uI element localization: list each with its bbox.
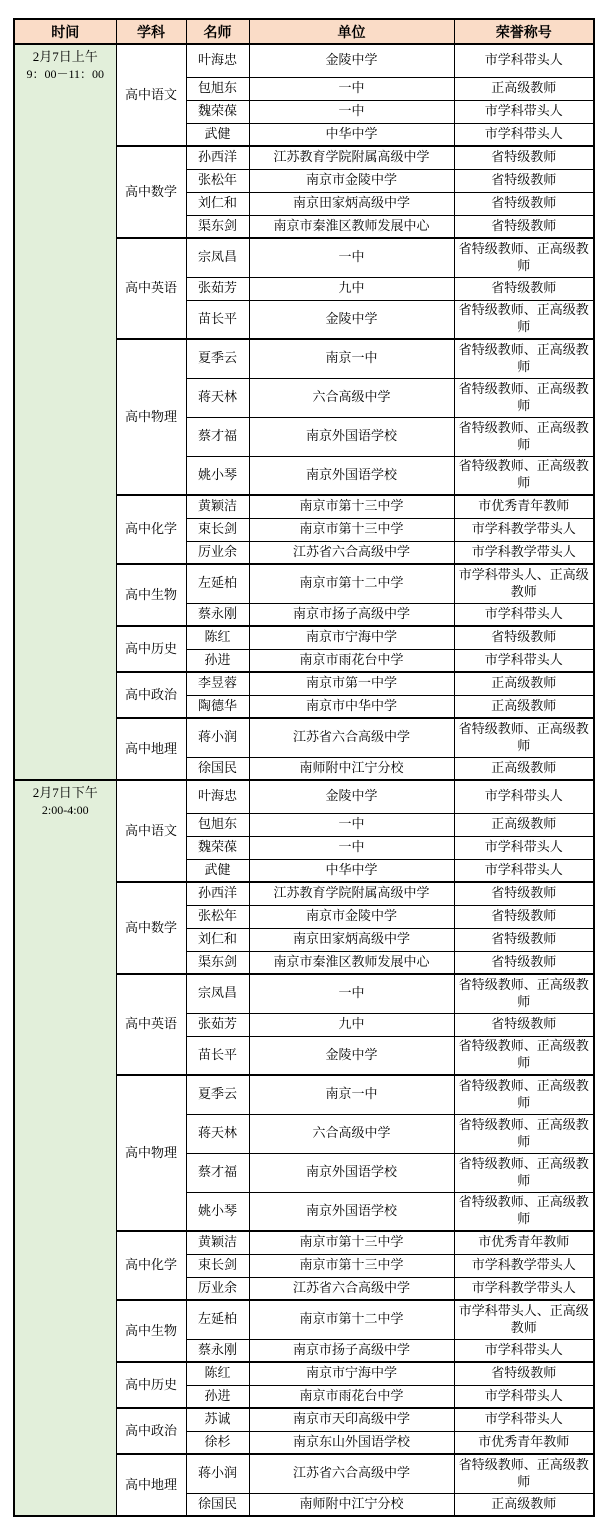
honor-cell: 市学科带头人 <box>454 1408 594 1431</box>
subject-cell: 高中化学 <box>116 1231 186 1300</box>
school-cell: 南京市第一中学 <box>249 672 454 695</box>
honor-cell: 省特级教师、正高级教师 <box>454 1036 594 1075</box>
teacher-name-cell: 姚小琴 <box>186 1192 249 1231</box>
school-cell: 六合高级中学 <box>249 1114 454 1153</box>
subject-cell: 高中语文 <box>116 780 186 882</box>
subject-cell: 高中英语 <box>116 238 186 339</box>
honor-cell: 市优秀青年教师 <box>454 1431 594 1454</box>
school-cell: 南京市第十三中学 <box>249 518 454 541</box>
subject-cell: 高中英语 <box>116 974 186 1075</box>
teacher-name-cell: 左延柏 <box>186 1300 249 1339</box>
teacher-name-cell: 姚小琴 <box>186 456 249 495</box>
teacher-name-cell: 渠东剑 <box>186 951 249 974</box>
subject-cell: 高中历史 <box>116 626 186 672</box>
school-cell: 南京田家炳高级中学 <box>249 928 454 951</box>
teacher-name-cell: 蔡才福 <box>186 1153 249 1192</box>
subject-cell: 高中化学 <box>116 495 186 564</box>
session-date: 2月7日上午 <box>32 49 98 64</box>
school-cell: 南京外国语学校 <box>249 417 454 456</box>
teacher-name-cell: 蔡永刚 <box>186 1339 249 1362</box>
honor-cell: 省特级教师、正高级教师 <box>454 378 594 417</box>
honor-cell: 省特级教师 <box>454 928 594 951</box>
teacher-name-cell: 束长剑 <box>186 518 249 541</box>
honor-cell: 市学科带头人 <box>454 836 594 859</box>
header-row <box>14 19 594 44</box>
honor-cell: 省特级教师 <box>454 146 594 169</box>
school-cell: 江苏教育学院附属高级中学 <box>249 882 454 905</box>
school-cell: 一中 <box>249 836 454 859</box>
honor-cell: 省特级教师、正高级教师 <box>454 1114 594 1153</box>
school-cell: 江苏省六合高级中学 <box>249 1277 454 1300</box>
teacher-name-cell: 宗凤昌 <box>186 974 249 1013</box>
teacher-name-cell: 徐杉 <box>186 1431 249 1454</box>
teacher-name-cell: 叶海忠 <box>186 44 249 77</box>
teacher-name-cell: 夏季云 <box>186 339 249 378</box>
teacher-name-cell: 蒋天林 <box>186 1114 249 1153</box>
teacher-name-cell: 厉业余 <box>186 1277 249 1300</box>
subject-cell: 高中政治 <box>116 672 186 718</box>
honor-cell: 市学科带头人 <box>454 649 594 672</box>
school-cell: 南京市第十二中学 <box>249 564 454 603</box>
teacher-name-cell: 渠东剑 <box>186 215 249 238</box>
teacher-name-cell: 叶海忠 <box>186 780 249 813</box>
school-cell: 南京外国语学校 <box>249 1153 454 1192</box>
honor-cell: 市学科带头人、正高级教师 <box>454 564 594 603</box>
honor-cell: 市优秀青年教师 <box>454 1231 594 1254</box>
honor-cell: 省特级教师 <box>454 626 594 649</box>
school-cell: 金陵中学 <box>249 44 454 77</box>
teacher-name-cell: 孙西洋 <box>186 882 249 905</box>
school-cell: 南京市中华中学 <box>249 695 454 718</box>
subject-cell: 高中生物 <box>116 1300 186 1362</box>
honor-cell: 市学科教学带头人 <box>454 1254 594 1277</box>
school-cell: 一中 <box>249 100 454 123</box>
school-cell: 六合高级中学 <box>249 378 454 417</box>
teacher-name-cell: 蔡才福 <box>186 417 249 456</box>
school-cell: 南京市扬子高级中学 <box>249 1339 454 1362</box>
school-cell: 南京市第十三中学 <box>249 495 454 518</box>
honor-cell: 市学科教学带头人 <box>454 1277 594 1300</box>
teacher-name-cell: 左延柏 <box>186 564 249 603</box>
teacher-name-cell: 黄颖洁 <box>186 1231 249 1254</box>
honor-cell: 省特级教师、正高级教师 <box>454 238 594 277</box>
teacher-name-cell: 陈红 <box>186 626 249 649</box>
honor-cell: 省特级教师 <box>454 1013 594 1036</box>
school-cell: 南京市秦淮区教师发展中心 <box>249 215 454 238</box>
session-date: 2月7日下午 <box>32 785 98 800</box>
honor-cell: 正高级教师 <box>454 672 594 695</box>
school-cell: 江苏省六合高级中学 <box>249 718 454 757</box>
school-cell: 中华中学 <box>249 859 454 882</box>
honor-cell: 市学科带头人 <box>454 603 594 626</box>
subject-cell: 高中生物 <box>116 564 186 626</box>
teacher-name-cell: 蒋天林 <box>186 378 249 417</box>
honor-cell: 市学科带头人 <box>454 1385 594 1408</box>
schedule-body <box>14 44 594 1516</box>
honor-cell: 省特级教师、正高级教师 <box>454 1075 594 1114</box>
teacher-name-cell: 张茹芳 <box>186 1013 249 1036</box>
honor-cell: 正高级教师 <box>454 695 594 718</box>
teacher-name-cell: 孙进 <box>186 1385 249 1408</box>
teacher-name-cell: 刘仁和 <box>186 928 249 951</box>
honor-cell: 省特级教师、正高级教师 <box>454 339 594 378</box>
honor-cell: 市学科带头人 <box>454 859 594 882</box>
teacher-name-cell: 宗凤昌 <box>186 238 249 277</box>
subject-cell: 高中物理 <box>116 1075 186 1231</box>
honor-cell: 省特级教师、正高级教师 <box>454 417 594 456</box>
school-cell: 金陵中学 <box>249 1036 454 1075</box>
teacher-name-cell: 武健 <box>186 123 249 146</box>
subject-cell: 高中物理 <box>116 339 186 495</box>
teacher-name-cell: 苗长平 <box>186 300 249 339</box>
session-hours: 2:00-4:00 <box>41 802 89 817</box>
honor-cell: 正高级教师 <box>454 757 594 780</box>
teacher-name-cell: 魏荣葆 <box>186 100 249 123</box>
honor-cell: 市学科带头人 <box>454 44 594 77</box>
honor-cell: 市学科带头人、正高级教师 <box>454 1300 594 1339</box>
school-cell: 南京外国语学校 <box>249 1192 454 1231</box>
teacher-name-cell: 魏荣葆 <box>186 836 249 859</box>
honor-cell: 省特级教师、正高级教师 <box>454 1192 594 1231</box>
school-cell: 南京东山外国语学校 <box>249 1431 454 1454</box>
teacher-name-cell: 张松年 <box>186 905 249 928</box>
school-cell: 南京一中 <box>249 339 454 378</box>
teacher-name-cell: 徐国民 <box>186 1493 249 1516</box>
school-cell: 一中 <box>249 77 454 100</box>
teacher-name-cell: 束长剑 <box>186 1254 249 1277</box>
school-cell: 南京市雨花台中学 <box>249 649 454 672</box>
col-header-subject: 学科 <box>116 19 186 44</box>
school-cell: 南京市第十三中学 <box>249 1254 454 1277</box>
school-cell: 南京一中 <box>249 1075 454 1114</box>
teacher-schedule-table <box>13 18 595 1517</box>
teacher-name-cell: 苗长平 <box>186 1036 249 1075</box>
honor-cell: 省特级教师、正高级教师 <box>454 974 594 1013</box>
school-cell: 南京田家炳高级中学 <box>249 192 454 215</box>
honor-cell: 市学科教学带头人 <box>454 518 594 541</box>
honor-cell: 市学科带头人 <box>454 123 594 146</box>
school-cell: 九中 <box>249 1013 454 1036</box>
school-cell: 江苏省六合高级中学 <box>249 1454 454 1493</box>
honor-cell: 省特级教师 <box>454 882 594 905</box>
honor-cell: 省特级教师、正高级教师 <box>454 718 594 757</box>
teacher-name-cell: 陈红 <box>186 1362 249 1385</box>
subject-cell: 高中数学 <box>116 882 186 974</box>
teacher-name-cell: 李昱蓉 <box>186 672 249 695</box>
table-row <box>14 44 594 77</box>
school-cell: 江苏省六合高级中学 <box>249 541 454 564</box>
honor-cell: 省特级教师 <box>454 215 594 238</box>
honor-cell: 省特级教师、正高级教师 <box>454 1454 594 1493</box>
honor-cell: 市学科带头人 <box>454 100 594 123</box>
col-header-honor: 荣誉称号 <box>454 19 594 44</box>
subject-cell: 高中历史 <box>116 1362 186 1408</box>
honor-cell: 正高级教师 <box>454 813 594 836</box>
honor-cell: 省特级教师 <box>454 951 594 974</box>
school-cell: 南京市天印高级中学 <box>249 1408 454 1431</box>
school-cell: 南京市金陵中学 <box>249 169 454 192</box>
school-cell: 南京市扬子高级中学 <box>249 603 454 626</box>
teacher-name-cell: 刘仁和 <box>186 192 249 215</box>
honor-cell: 省特级教师 <box>454 192 594 215</box>
teacher-name-cell: 包旭东 <box>186 77 249 100</box>
school-cell: 南京市雨花台中学 <box>249 1385 454 1408</box>
school-cell: 一中 <box>249 974 454 1013</box>
school-cell: 金陵中学 <box>249 300 454 339</box>
teacher-name-cell: 徐国民 <box>186 757 249 780</box>
subject-cell: 高中政治 <box>116 1408 186 1454</box>
school-cell: 南京市第十三中学 <box>249 1231 454 1254</box>
teacher-name-cell: 张松年 <box>186 169 249 192</box>
honor-cell: 正高级教师 <box>454 1493 594 1516</box>
subject-cell: 高中语文 <box>116 44 186 146</box>
teacher-name-cell: 包旭东 <box>186 813 249 836</box>
col-header-teacher: 名师 <box>186 19 249 44</box>
session-hours: 9：00－11：00 <box>26 66 105 81</box>
school-cell: 南京市金陵中学 <box>249 905 454 928</box>
time-cell <box>14 44 116 780</box>
school-cell: 江苏教育学院附属高级中学 <box>249 146 454 169</box>
school-cell: 南师附中江宁分校 <box>249 1493 454 1516</box>
school-cell: 南京市宁海中学 <box>249 1362 454 1385</box>
school-cell: 南京市宁海中学 <box>249 626 454 649</box>
table-row <box>14 780 594 813</box>
teacher-name-cell: 蒋小润 <box>186 1454 249 1493</box>
subject-cell: 高中地理 <box>116 718 186 780</box>
teacher-name-cell: 蔡永刚 <box>186 603 249 626</box>
honor-cell: 市学科带头人 <box>454 1339 594 1362</box>
school-cell: 九中 <box>249 277 454 300</box>
school-cell: 南京市秦淮区教师发展中心 <box>249 951 454 974</box>
school-cell: 一中 <box>249 813 454 836</box>
subject-cell: 高中数学 <box>116 146 186 238</box>
honor-cell: 省特级教师 <box>454 169 594 192</box>
honor-cell: 省特级教师 <box>454 1362 594 1385</box>
honor-cell: 省特级教师、正高级教师 <box>454 1153 594 1192</box>
teacher-name-cell: 孙进 <box>186 649 249 672</box>
teacher-name-cell: 苏诚 <box>186 1408 249 1431</box>
col-header-school: 单位 <box>249 19 454 44</box>
school-cell: 南京市第十二中学 <box>249 1300 454 1339</box>
school-cell: 南师附中江宁分校 <box>249 757 454 780</box>
teacher-name-cell: 厉业余 <box>186 541 249 564</box>
honor-cell: 省特级教师、正高级教师 <box>454 456 594 495</box>
honor-cell: 省特级教师 <box>454 905 594 928</box>
school-cell: 南京外国语学校 <box>249 456 454 495</box>
teacher-name-cell: 陶德华 <box>186 695 249 718</box>
teacher-name-cell: 夏季云 <box>186 1075 249 1114</box>
honor-cell: 正高级教师 <box>454 77 594 100</box>
subject-cell: 高中地理 <box>116 1454 186 1516</box>
honor-cell: 市学科带头人 <box>454 780 594 813</box>
teacher-name-cell: 孙西洋 <box>186 146 249 169</box>
school-cell: 中华中学 <box>249 123 454 146</box>
teacher-name-cell: 张茹芳 <box>186 277 249 300</box>
school-cell: 金陵中学 <box>249 780 454 813</box>
honor-cell: 省特级教师 <box>454 277 594 300</box>
teacher-name-cell: 蒋小润 <box>186 718 249 757</box>
teacher-name-cell: 黄颖洁 <box>186 495 249 518</box>
col-header-time: 时间 <box>14 19 116 44</box>
honor-cell: 市优秀青年教师 <box>454 495 594 518</box>
time-cell <box>14 780 116 1516</box>
honor-cell: 省特级教师、正高级教师 <box>454 300 594 339</box>
teacher-name-cell: 武健 <box>186 859 249 882</box>
school-cell: 一中 <box>249 238 454 277</box>
honor-cell: 市学科教学带头人 <box>454 541 594 564</box>
